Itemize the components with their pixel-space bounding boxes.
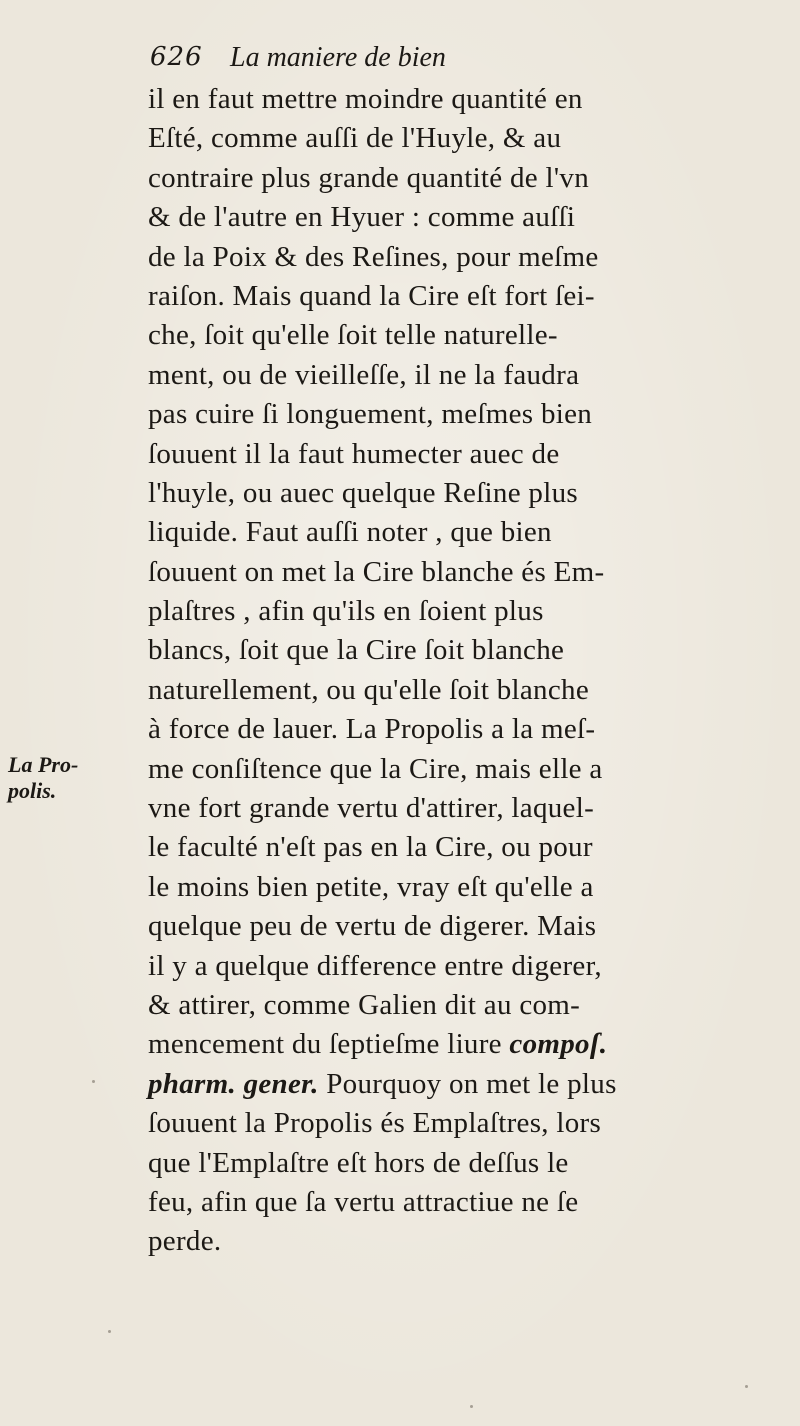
ink-speck <box>470 1405 473 1408</box>
text-line: pas cuire ſi longuement, meſmes bien <box>148 398 593 431</box>
text-line: quelque peu de vertu de digerer. Mais <box>148 910 597 943</box>
text-line: vne fort grande vertu d'attirer, laquel- <box>148 792 595 825</box>
text-line: & attirer, comme Galien dit au com- <box>148 988 581 1021</box>
text-line: & de l'autre en Hyuer : comme auſſi <box>148 201 576 234</box>
text-line <box>148 1065 788 1104</box>
italic-citation: pharm. gener. <box>148 1067 319 1100</box>
text-line: plaſtres , afin qu'ils en ſoient plus <box>148 595 544 628</box>
text-line-part: Pourquoy on met le plus <box>318 1067 617 1100</box>
text-line: blancs, ſoit que la Cire ſoit blanche <box>148 634 565 667</box>
text-line-part: mencement du ſeptieſme liure <box>148 1028 502 1061</box>
ink-speck <box>745 1385 748 1388</box>
text-line: Eſté, comme auſſi de l'Huyle, & au <box>148 122 562 155</box>
text-line: que l'Emplaſtre eſt hors de deſſus le <box>148 1146 569 1179</box>
margin-note-line: polis. <box>8 778 57 803</box>
text-line: naturellement, ou qu'elle ſoit blanche <box>148 673 590 706</box>
text-line: ſouuent il la faut humecter auec de <box>148 437 560 470</box>
text-line: le faculté n'eſt pas en la Cire, ou pour <box>148 831 593 864</box>
text-line: perde. <box>148 1225 222 1258</box>
body-text <box>148 80 788 1262</box>
ink-speck <box>108 1330 111 1333</box>
text-line: il y a quelque difference entre digerer, <box>148 949 602 982</box>
text-line: il en faut mettre moindre quantité en <box>148 83 583 115</box>
page-header <box>150 42 710 82</box>
text-line: liquide. Faut auſſi noter , que bien <box>148 516 552 549</box>
text-line: ſouuent la Propolis és Emplaſtres, lors <box>148 1107 602 1140</box>
text-line: contraire plus grande quantité de l'vn <box>148 161 590 194</box>
text-line: de la Poix & des Reſines, pour meſme <box>148 240 599 273</box>
text-line: raiſon. Mais quand la Cire eſt fort ſei- <box>148 279 595 312</box>
text-line: ſouuent on met la Cire blanche és Em- <box>148 555 605 588</box>
margin-note-line: La Pro- <box>8 752 79 777</box>
text-line: le moins bien petite, vray eſt qu'elle a <box>148 870 594 903</box>
text-line: che, ſoit qu'elle ſoit telle naturelle- <box>148 319 558 352</box>
running-title: La maniere de bien <box>230 42 446 73</box>
margin-note <box>8 752 88 804</box>
ink-speck <box>92 1080 95 1083</box>
text-line <box>148 1025 788 1064</box>
text-line: à force de lauer. La Propolis a la meſ- <box>148 713 596 746</box>
page-number: 626 <box>150 42 203 72</box>
text-line: ment, ou de vieilleſſe, il ne la faudra <box>148 358 580 391</box>
text-line: me conſiſtence que la Cire, mais elle a <box>148 752 603 785</box>
text-line: feu, afin que ſa vertu attractiue ne ſe <box>148 1185 579 1218</box>
italic-citation: compoſ. <box>509 1028 608 1061</box>
text-line: l'huyle, ou auec quelque Reſine plus <box>148 476 578 509</box>
